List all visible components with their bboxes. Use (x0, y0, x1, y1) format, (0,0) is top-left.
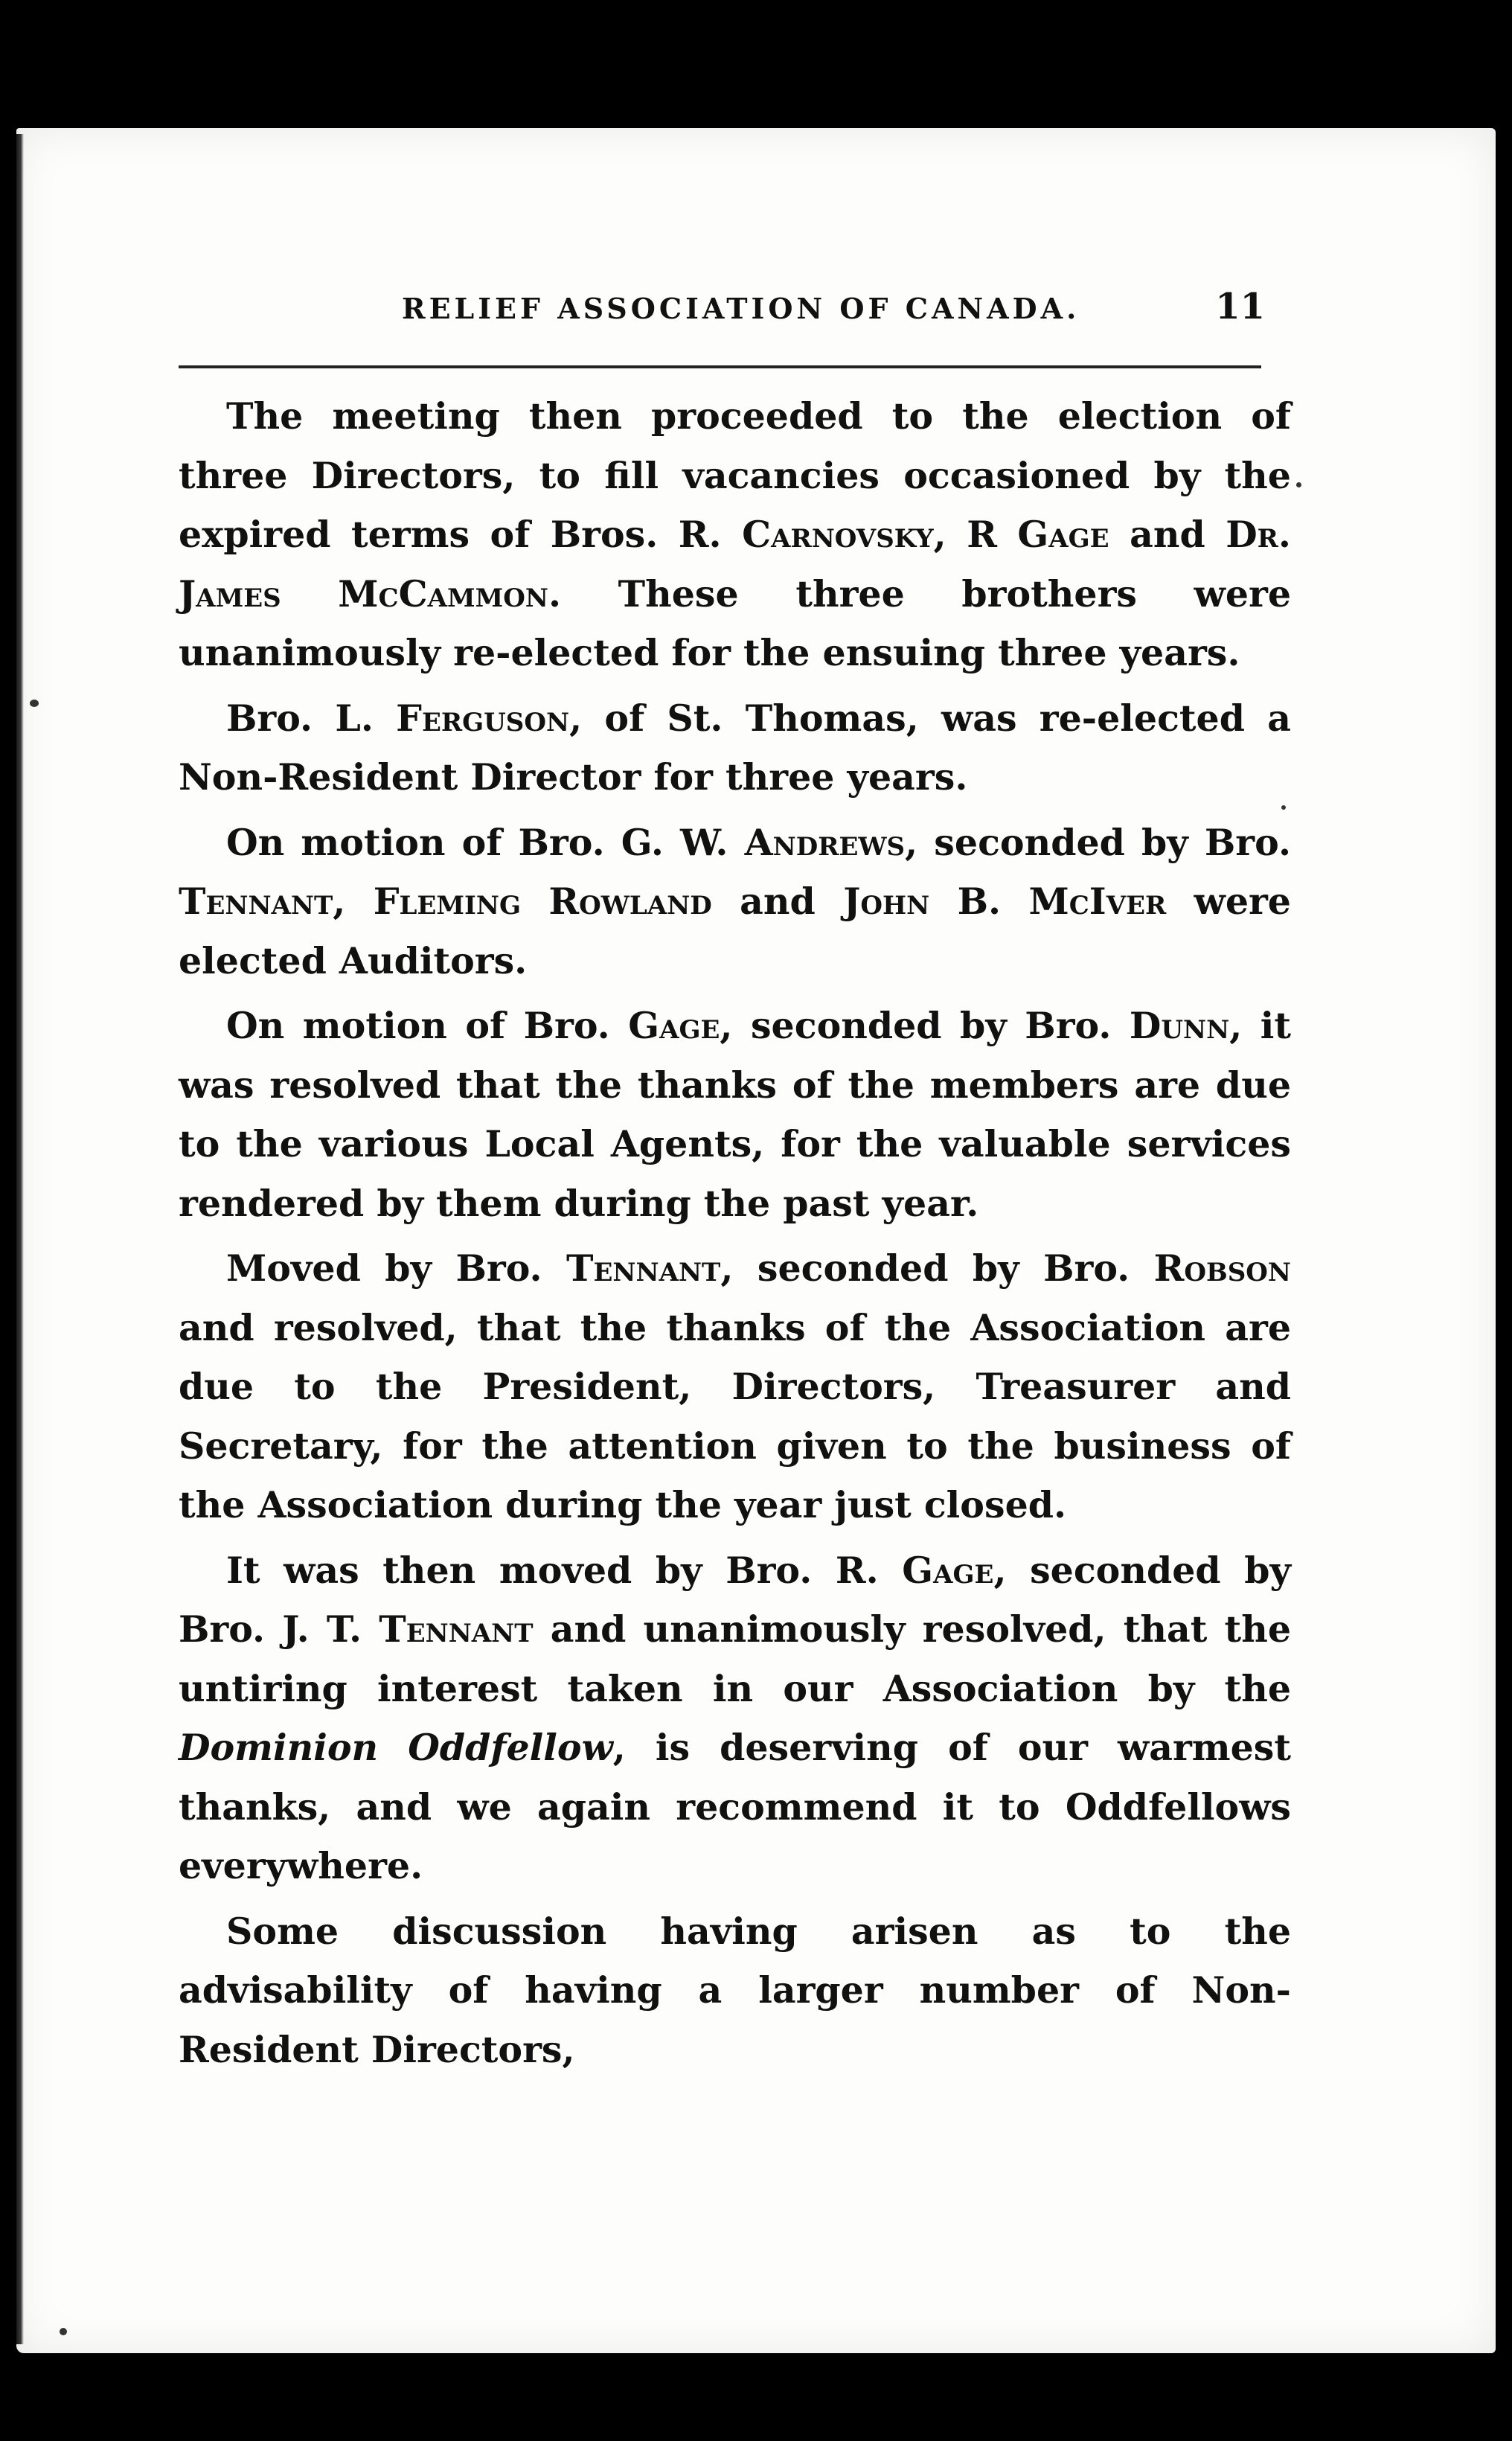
binding-edge (16, 134, 24, 2344)
page-header (179, 286, 1265, 344)
paragraph-thanks-officers: Moved by Bro. Tennant, seconded by Bro. Robson and resolved, that the thanks of the Association are due to the President, Directors, Treasurer and Secretary, for the attention given to the business of the Association during the year just closed. (179, 1247, 1291, 1526)
paragraph-dominion-oddfellow: It was then moved by Bro. R. Gage, seconded by Bro. J. T. Tennant and unanimously resolved, that the untiring interest taken in our Association by the Dominion Oddfellow, is deserving of our warmest thanks, and we again recommend it to Oddfellows everywhere. (179, 1548, 1292, 1887)
paragraph-auditors: On motion of Bro. G. W. Andrews, seconded by Bro. Tennant, Fleming Rowland and John B. McIver were elected Auditors. (179, 820, 1291, 982)
paragraph-election: The meeting then proceeded to the election of three Directors, to fill vacancies occasioned by the expired terms of Bros. R. Carnovsky, R Gage and Dr. James McCammon. These three brothers were unanimously re-elected for the ensuing three years. (179, 394, 1291, 674)
paragraph-local-agents: On motion of Bro. Gage, seconded by Bro. Dunn, it was resolved that the thanks of the members are due to the various Local Agents, for the valuable services rendered by them during the past year. (179, 1004, 1291, 1225)
header-rule (179, 365, 1261, 368)
ink-speck (1281, 805, 1286, 810)
ink-speck (30, 700, 39, 707)
running-title: RELIEF ASSOCIATION OF CANADA. (402, 292, 1080, 325)
ink-speck (1296, 482, 1301, 487)
paragraph-discussion: Some discussion having arisen as to the advisability of having a larger number of Non-Resident Directors, (179, 1909, 1291, 2071)
paragraph-non-resident: Bro. L. Ferguson, of St. Thomas, was re-elected a Non-Resident Director for three years. (179, 696, 1292, 799)
ink-speck (60, 2328, 67, 2335)
page-number: 11 (1215, 286, 1265, 327)
body-text (179, 387, 1291, 2085)
